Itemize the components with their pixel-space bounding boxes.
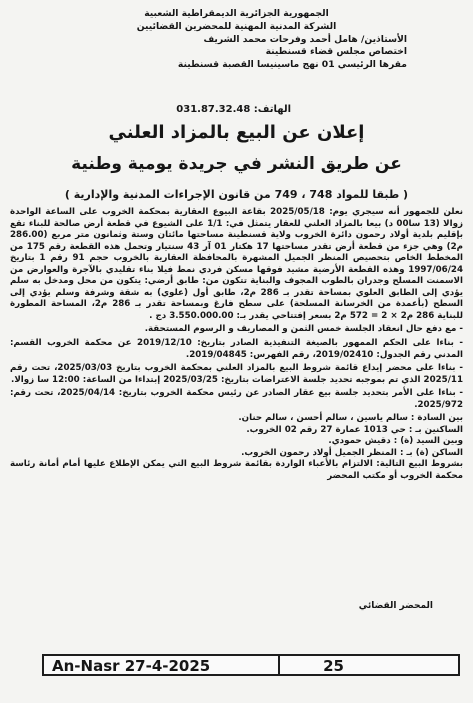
- header-line-jurisdiction: اختصاص مجلس قضاء قسنطينة: [265, 46, 407, 58]
- notice-title: إعلان عن البيع بالمزاد العلني: [108, 122, 365, 143]
- bailiff-header: [14, 8, 459, 72]
- paragraph-sale-order: - بناءا على الأمر بتحديد جلسة بيع عقار الصادر عن رئيس محكمة الخروب بتاريخ: 2025/04/14، تحت رقم: 2025/972.: [10, 388, 464, 410]
- header-line-company: الشركة المدنية المهنية للمحضرين القضائيين: [136, 20, 337, 32]
- footer-divider: [278, 656, 280, 674]
- header-line-bailiffs: الأستاذين/ هامل أحمد وفرحات محمد الشريف: [203, 33, 407, 45]
- phone-number: الهاتف: 031.87.32.48: [176, 104, 291, 115]
- publication-date: An-Nasr 27-4-2025: [52, 657, 211, 675]
- paragraph-payment: - مع دفع حال انعقاد الجلسة خمس الثمن و المصاريف و الرسوم المستحقة.: [144, 324, 463, 335]
- paragraph-property-description: نعلن للجمهور أنه سيجري يوم: 2025/05/18 بقاعة البيوع العقارية بمحكمة الخروب على الساعة الواحدة زوالا (13 سا00 د) بيعا بالمزاد العلني للعقار يتمثل في: 1/1 على الشيوع في قطعة أرض صالحة للبناء تقع بإقليم بلدية أولاد رحمون دائرة الخروب ولاية قسنطينة مساحتها مائتان وستة وثمانون متر مربع (286.00 م2) وهي جزء من قطعة أرض تقدر مساحتها 17 هكتار 01 آر 43 سنتيار وتحمل هذه القطعة رقم 175 من المخطط الخاص بتحصيص المنظر الجميل المشهرة بالمحافظة العقارية بالخروب حجم 91 رقم 1 بتاريخ 1997/06/24 وهذه القطعة الأرضية مشيد فوقها مسكن فردي نمط فيلا بناء تقليدي بالآجرة والعوارض من الاسمنت المسلح وجدران بالطوب المجوف والبناية تتكون من: طابق أرضي: يتكون من محل ومدخل به سلم يؤدي إلى الطابق العلوي بمساحة تقدر بـ 286 م2، طابق أول (علوي) به شقة وشرفة وسلم يؤدي إلى السطح (بأعمدة من الخرسانة المسلحة) على سطح فارغ وبمساحة تقدر بـ 286 م2، المساحة المطورة للبناية 286 م2 × 2 = 572 م2 بسعر إفتتاحي يقدر بـ: 3.550.000.00 دج .: [10, 207, 463, 321]
- notice-subtitle-publication: عن طريق النشر في جريدة يومية وطنية: [71, 154, 402, 174]
- header-line-republic: الجمهورية الجزائرية الديمقراطية الشعبية: [144, 8, 329, 19]
- paragraph-sale-conditions: بشروط البيع التالية: الالتزام بالأعباء الواردة بقائمة شروط البيع التي يمكن الإطلاع عليها أمام أمانة رئاسة محكمة الخروب أو مكتب المحضر: [10, 459, 463, 482]
- bailiff-signature: المحضر القضائي: [358, 601, 433, 611]
- page-number: 25: [323, 657, 344, 675]
- page-footer: [42, 654, 460, 676]
- party-creditors-address: الساكنين بـ : حي 1013 عمارة 27 رقم 02 الخروب.: [246, 424, 463, 435]
- party-debtor-address: الساكن (ة) بـ : المنظر الجميل أولاد رحمون الخروب.: [241, 447, 463, 458]
- party-debtor: وبين السيد (ة) : دقيش حمودي.: [328, 436, 463, 447]
- paragraph-judgment: - بناءا على الحكم الممهور بالصيغة التنفيذية الصادر بتاريخ: 2019/12/10 عن محكمة الخروب القسم: المدني رقم الجدول: 2019/02410، رقم الفهرس: 2019/04845.: [10, 338, 464, 360]
- header-line-address: مقرها الرئيسي 01 نهج ماسينيسا القصبة قسنطينة: [177, 59, 407, 71]
- legal-reference: ( طبقا للمواد 748 ، 749 من قانون الإجراءات المدنية والإدارية ): [64, 188, 409, 201]
- party-creditors: بين السادة : سالم ياسين ، سالم أحسن ، سالم حنان.: [238, 413, 463, 424]
- notice-body: [10, 207, 463, 483]
- paragraph-deposit: - بناءا على محضر إيداع قائمة شروط البيع بالمزاد العلني بمحكمة الخروب بتاريخ 2025/03/03، تحت رقم 2025/11 الذي تم بموجبه تحديد جلسة الاعتراضات بتاريخ: 2025/03/25 إبتداءا من الساعة: 12:00 سا زوالا.: [10, 363, 463, 385]
